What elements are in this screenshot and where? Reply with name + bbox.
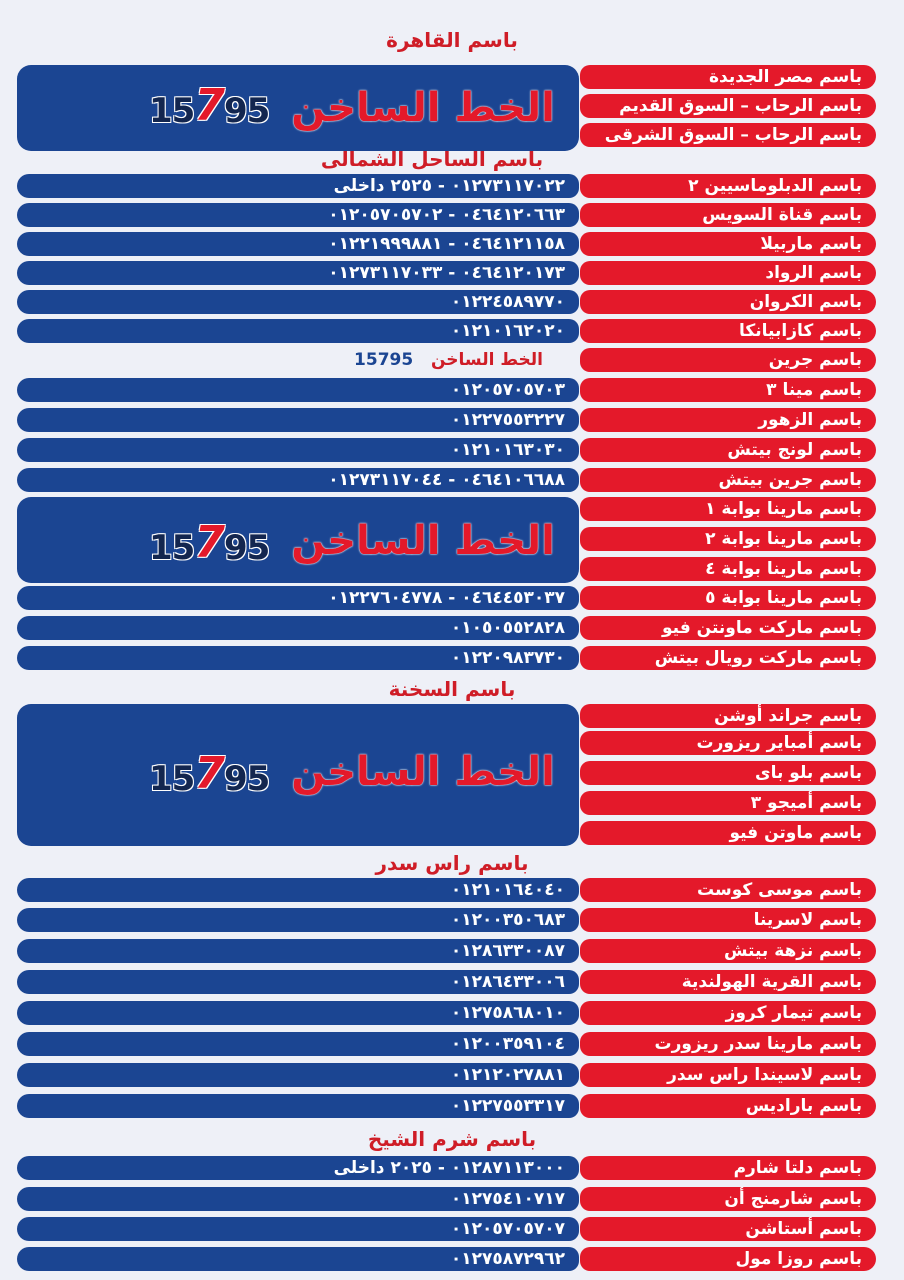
branch-name: باسم كازابيانكا [580, 319, 876, 343]
branch-name: باسم تيمار كروز [580, 1001, 876, 1025]
branch-name: باسم الكروان [580, 290, 876, 314]
branch-name: باسم لونج بيتش [580, 438, 876, 462]
branch-phone: ٠١٢٨٧١١٣٠٠٠ - ٢٠٢٥ داخلى [17, 1156, 579, 1180]
branch-phone: ٠١٢٢٧٥٥٣٣١٧ [17, 1094, 579, 1118]
branch-name: باسم مارينا بوابة ٥ [580, 586, 876, 610]
hotline-block-marina [17, 497, 579, 583]
branch-name: باسم القرية الهولندية [580, 970, 876, 994]
branch-name: باسم مينا ٣ [580, 378, 876, 402]
branch-name: باسم أمباير ريزورت [580, 731, 876, 755]
branch-phone: ٠١٢٧٥٨٧٢٩٦٢ [17, 1247, 579, 1271]
branch-name: باسم جرين بيتش [580, 468, 876, 492]
hotline-block-cairo [17, 65, 579, 151]
branch-phone: ٠٤٦٤١٠٦٦٨٨ - ٠١٢٧٣١١٧٠٤٤ [17, 468, 579, 492]
branch-name: باسم شارمنج أن [580, 1187, 876, 1211]
section-title-cairo: باسم القاهرة [386, 28, 518, 52]
branch-name: باسم الرحاب – السوق القديم [580, 94, 876, 118]
branch-phone: ٠١٢٧٥٨٦٨٠١٠ [17, 1001, 579, 1025]
branch-name: باسم باراديس [580, 1094, 876, 1118]
hotline-number: 15795 [149, 517, 270, 568]
branch-name: باسم قناة السويس [580, 203, 876, 227]
branch-name: باسم أميجو ٣ [580, 791, 876, 815]
branch-name: باسم دلتا شارم [580, 1156, 876, 1180]
hotline-number: 15795 [149, 748, 270, 799]
branch-phone: ٠١٢٢٧٥٥٣٢٢٧ [17, 408, 579, 432]
branch-phone: ٠١٢٠٠٣٥٩١٠٤ [17, 1032, 579, 1056]
branch-name: باسم مارينا سدر ريزورت [580, 1032, 876, 1056]
branch-name: باسم جرين [580, 348, 876, 372]
branch-phone: ٠١٢٨٦٣٣٠٠٨٧ [17, 939, 579, 963]
inline-hotline: الخط الساخن 15795 [354, 350, 543, 370]
branch-phone: ٠١٠٥٠٥٥٢٨٢٨ [17, 616, 579, 640]
branch-phone: ٠١٢١٠١٦٣٠٣٠ [17, 438, 579, 462]
branch-phone: ٠١٢٧٣١١٧٠٢٢ - ٢٥٢٥ داخلى [17, 174, 579, 198]
branch-phone: ٠٤٦٤١٢٠١٧٣ - ٠١٢٧٣١١٧٠٣٣ [17, 261, 579, 285]
branch-name: باسم نزهة بيتش [580, 939, 876, 963]
branch-name: باسم ماوتن فيو [580, 821, 876, 845]
branch-phone: ٠١٢٧٥٤١٠٧١٧ [17, 1187, 579, 1211]
section-title-north-coast: باسم الساحل الشمالى [320, 147, 544, 171]
branch-phone: ٠١٢٠٥٧٠٥٧٠٣ [17, 378, 579, 402]
branch-name: باسم لاسرينا [580, 908, 876, 932]
section-title-sokhna: باسم السخنة [388, 677, 516, 701]
branch-name: باسم الدبلوماسيين ٢ [580, 174, 876, 198]
section-title-sharm: باسم شرم الشيخ [367, 1127, 537, 1151]
branch-phone: ٠٤٦٤١٢١١٥٨ - ٠١٢٢١٩٩٩٨٨١ [17, 232, 579, 256]
branch-name: باسم روزا مول [580, 1247, 876, 1271]
branch-name: باسم أستاشن [580, 1217, 876, 1241]
branch-name: باسم مصر الجديدة [580, 65, 876, 89]
branch-name: باسم موسى كوست [580, 878, 876, 902]
hotline-number: 15795 [149, 80, 270, 131]
branch-phone: ٠١٢٢٤٥٨٩٧٧٠ [17, 290, 579, 314]
branch-name: باسم لاسيندا راس سدر [580, 1063, 876, 1087]
branch-name: باسم الزهور [580, 408, 876, 432]
branch-name: باسم بلو باى [580, 761, 876, 785]
hotline-label: الخط الساخن [291, 85, 555, 131]
branch-hotline-inline [17, 348, 579, 372]
branch-name: باسم مارينا بوابة ٤ [580, 557, 876, 581]
hotline-block-sokhna [17, 704, 579, 846]
branch-phone: ٠١٢٨٦٤٣٣٠٠٦ [17, 970, 579, 994]
branch-phone: ٠١٢٠٥٧٠٥٧٠٧ [17, 1217, 579, 1241]
branch-name: باسم ماركت رويال بيتش [580, 646, 876, 670]
branch-phone: ٠١٢١٠١٦٢٠٢٠ [17, 319, 579, 343]
branch-name: باسم الرواد [580, 261, 876, 285]
branch-name: باسم جراند أوشن [580, 704, 876, 728]
branch-phone: ٠١٢١٠١٦٤٠٤٠ [17, 878, 579, 902]
branch-name: باسم مارينا بوابة ١ [580, 497, 876, 521]
branch-name: باسم ماركت ماونتن فيو [580, 616, 876, 640]
branch-phone: ٠١٢٢٠٩٨٣٧٣٠ [17, 646, 579, 670]
branch-phone: ٠٤٦٤٤٥٣٠٣٧ - ٠١٢٢٧٦٠٤٧٧٨ [17, 586, 579, 610]
branch-phone: ٠١٢١٢٠٢٧٨٨١ [17, 1063, 579, 1087]
branch-name: باسم ماربيلا [580, 232, 876, 256]
branch-name: باسم الرحاب – السوق الشرقى [580, 123, 876, 147]
hotline-label: الخط الساخن [291, 749, 555, 795]
hotline-label: الخط الساخن [291, 518, 555, 564]
branch-phone: ٠٤٦٤١٢٠٦٦٣ - ٠١٢٠٥٧٠٥٧٠٢ [17, 203, 579, 227]
section-title-ras-sedr: باسم راس سدر [375, 851, 529, 875]
branch-phone: ٠١٢٠٠٣٥٠٦٨٣ [17, 908, 579, 932]
branch-name: باسم مارينا بوابة ٢ [580, 527, 876, 551]
